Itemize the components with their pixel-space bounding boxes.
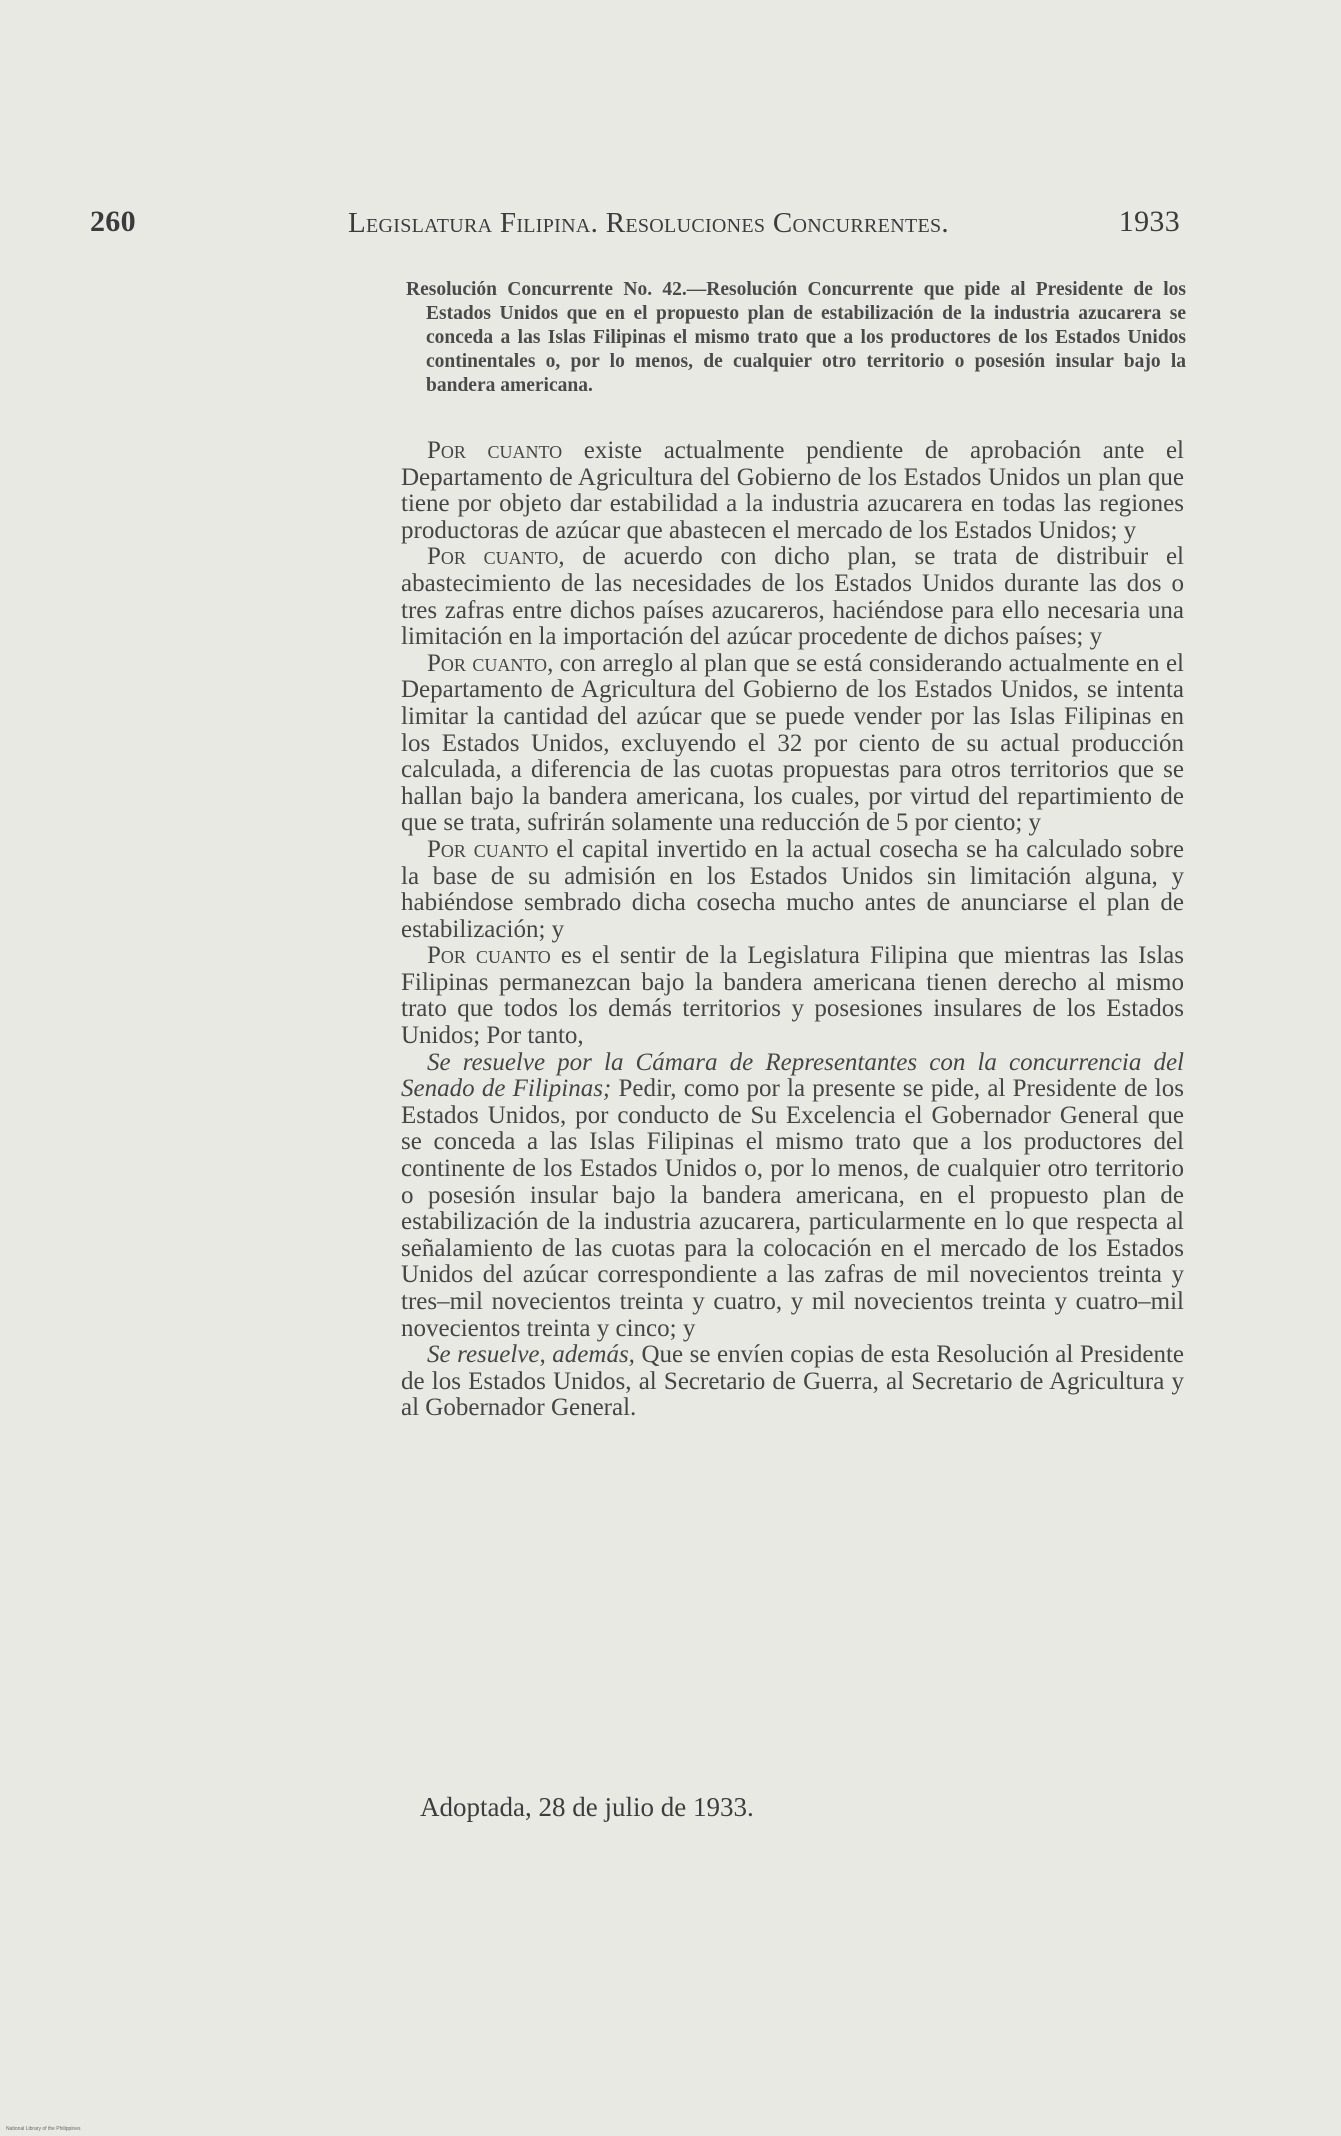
resolved-text: Pedir, como por la presente se pide, al Presidente de los Estados Unidos, por conducto de Su Excelencia el Gobernador General que se conceda a las Islas Filipinas el mismo trato que a los productores del continente de los Estados Unidos o, por lo menos, de cualquier otro territorio o posesión insular bajo la bandera americana, en el propuesto plan de estabilización de la industria azucarera, particularmente en lo que respecta al señalamiento de las cuotas para la colocación en el mercado de los Estados Unidos del azúcar correspondiente a las zafras de mil novecientos treinta y tres–mil novecientos treinta y cuatro, y mil novecientos treinta y cuatro–mil novecientos treinta y cinco; y [401,1075,1184,1342]
whereas-text: existe actualmente pendiente de aprobación ante el Departamento de Agricultura del Gobierno de los Estados Unidos un plan que tiene por objeto dar estabilidad a la industria azucarera en todas las regiones productoras de azúcar que abastecen el mercado de los Estados Unidos; y [401,437,1184,544]
resolved-lead: Se resuelve por la Cámara de Representantes con la concurrencia del Senado de Filipinas; [401,1048,1184,1103]
whereas-paragraph [401,438,1184,544]
scan-credit: National Library of the Philippines [6,2126,81,2132]
resolved-further-text: Que se envíen copias de esta Resolución al Presidente de los Estados Unidos, al Secretario de Guerra, al Secretario de Agricultura y al Gobernador General. [401,1341,1184,1422]
whereas-text: es el sentir de la Legislatura Filipina que mientras las Islas Filipinas permanezcan bajo la bandera americana tienen derecho al mismo trato que todos los demás territorios y posesiones insulares de los Estados Unidos; Por tanto, [401,942,1184,1050]
whereas-text: , con arreglo al plan que se está considerando actualmente en el Departamento de Agricultura del Gobierno de los Estados Unidos, se intenta limitar la cantidad del azúcar que se puede vender por las Islas Filipinas en los Estados Unidos, excluyendo el 32 por ciento de su actual producción calculada, a diferencia de las cuotas propuestas para otros territorios que se hallan bajo la bandera americana, los cuales, por virtud del repartimiento de que se trata, sufrirán solamente una reducción de 5 por ciento; y [401,649,1184,837]
whereas-lead: Por cuanto [427,543,559,571]
whereas-lead: Por cuanto [427,649,548,677]
whereas-paragraph [401,837,1184,943]
resolved-further-paragraph [401,1342,1184,1422]
whereas-lead: Por cuanto [427,437,563,464]
running-title: Legislatura Filipina. Resoluciones Concurrentes. [348,207,949,239]
running-head [90,205,1180,245]
whereas-paragraph [401,544,1184,650]
adoption-date: Adoptada, 28 de julio de 1933. [420,1792,754,1822]
resolved-paragraph [401,1050,1184,1343]
whereas-lead: Por cuanto [427,835,549,863]
resolved-further-lead: Se resuelve, además, [427,1341,635,1369]
whereas-paragraph [401,651,1184,837]
page-number: 260 [90,205,136,238]
whereas-text: , de acuerdo con dicho plan, se trata de distribuir el abastecimiento de las necesidades de los Estados Unidos durante las dos o tres zafras entre dichos países azucareros, haciéndose para ello necesaria una limitación en la importación del azúcar procedente de dichos países; y [401,543,1184,651]
whereas-text: el capital invertido en la actual cosecha se ha calculado sobre la base de su admisión en los Estados Unidos sin limitación alguna, y habiéndose sembrado dicha cosecha mucho antes de anunciarse el plan de estabilización; y [401,835,1184,943]
resolution-body [401,438,1184,1422]
running-year: 1933 [1118,205,1180,238]
whereas-lead: Por cuanto [427,942,551,970]
resolution-heading: Resolución Concurrente No. 42.—Resolución Concurrente que pide al Presidente de los Estados Unidos que en el propuesto plan de estabilización de la industria azucarera se conceda a las Islas Filipinas el mismo trato que a los productores de los Estados Unidos continentales o, por lo menos, de cualquier otro territorio o posesión insular bajo la bandera americana. [406,279,1186,396]
whereas-paragraph [401,943,1184,1049]
